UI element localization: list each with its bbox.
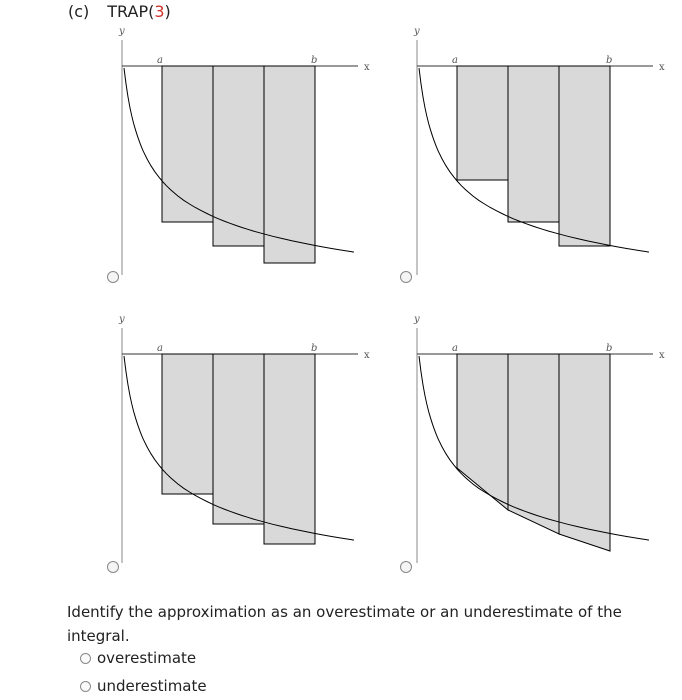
y-axis-label: y <box>119 26 125 37</box>
method-label: TRAP( <box>107 2 155 21</box>
graph-option-3 <box>118 314 370 563</box>
trapezoid-rects <box>162 66 315 263</box>
b-label: b <box>311 343 318 354</box>
y-axis-label: y <box>119 314 125 325</box>
option-underestimate[interactable] <box>80 677 207 695</box>
graph-radio-2[interactable] <box>401 272 412 283</box>
x-axis-label: x <box>364 62 370 73</box>
radio-underestimate[interactable] <box>80 681 91 692</box>
option-label: overestimate <box>97 649 197 667</box>
subinterval-count: 3 <box>154 2 165 21</box>
y-axis-label: y <box>414 314 420 325</box>
option-label: underestimate <box>97 677 207 695</box>
trapezoid-rects <box>457 66 610 246</box>
graph-radio-1[interactable] <box>108 272 119 283</box>
a-label: a <box>157 55 163 66</box>
a-label: a <box>452 55 458 66</box>
graph-option-1 <box>118 26 370 275</box>
x-axis-label: x <box>364 350 370 361</box>
graph-radio-4[interactable] <box>401 562 412 573</box>
b-label: b <box>606 55 613 66</box>
x-axis-label: x <box>659 350 665 361</box>
graph-option-2 <box>413 26 665 275</box>
y-axis-label: y <box>414 26 420 37</box>
question-text: Identify the approximation as an overestimate or an underestimate of the integral. <box>67 603 622 645</box>
a-label: a <box>157 343 163 354</box>
option-overestimate[interactable] <box>80 649 196 667</box>
trapezoid-rects <box>162 354 315 544</box>
part-label: (c) <box>68 2 90 21</box>
method-close: ) <box>164 2 171 21</box>
b-label: b <box>311 55 318 66</box>
a-label: a <box>452 343 458 354</box>
graph-option-4 <box>413 314 665 563</box>
radio-overestimate[interactable] <box>80 653 91 664</box>
graph-radio-3[interactable] <box>108 562 119 573</box>
b-label: b <box>606 343 613 354</box>
trapezoid-shapes <box>457 354 610 551</box>
x-axis-label: x <box>659 62 665 73</box>
